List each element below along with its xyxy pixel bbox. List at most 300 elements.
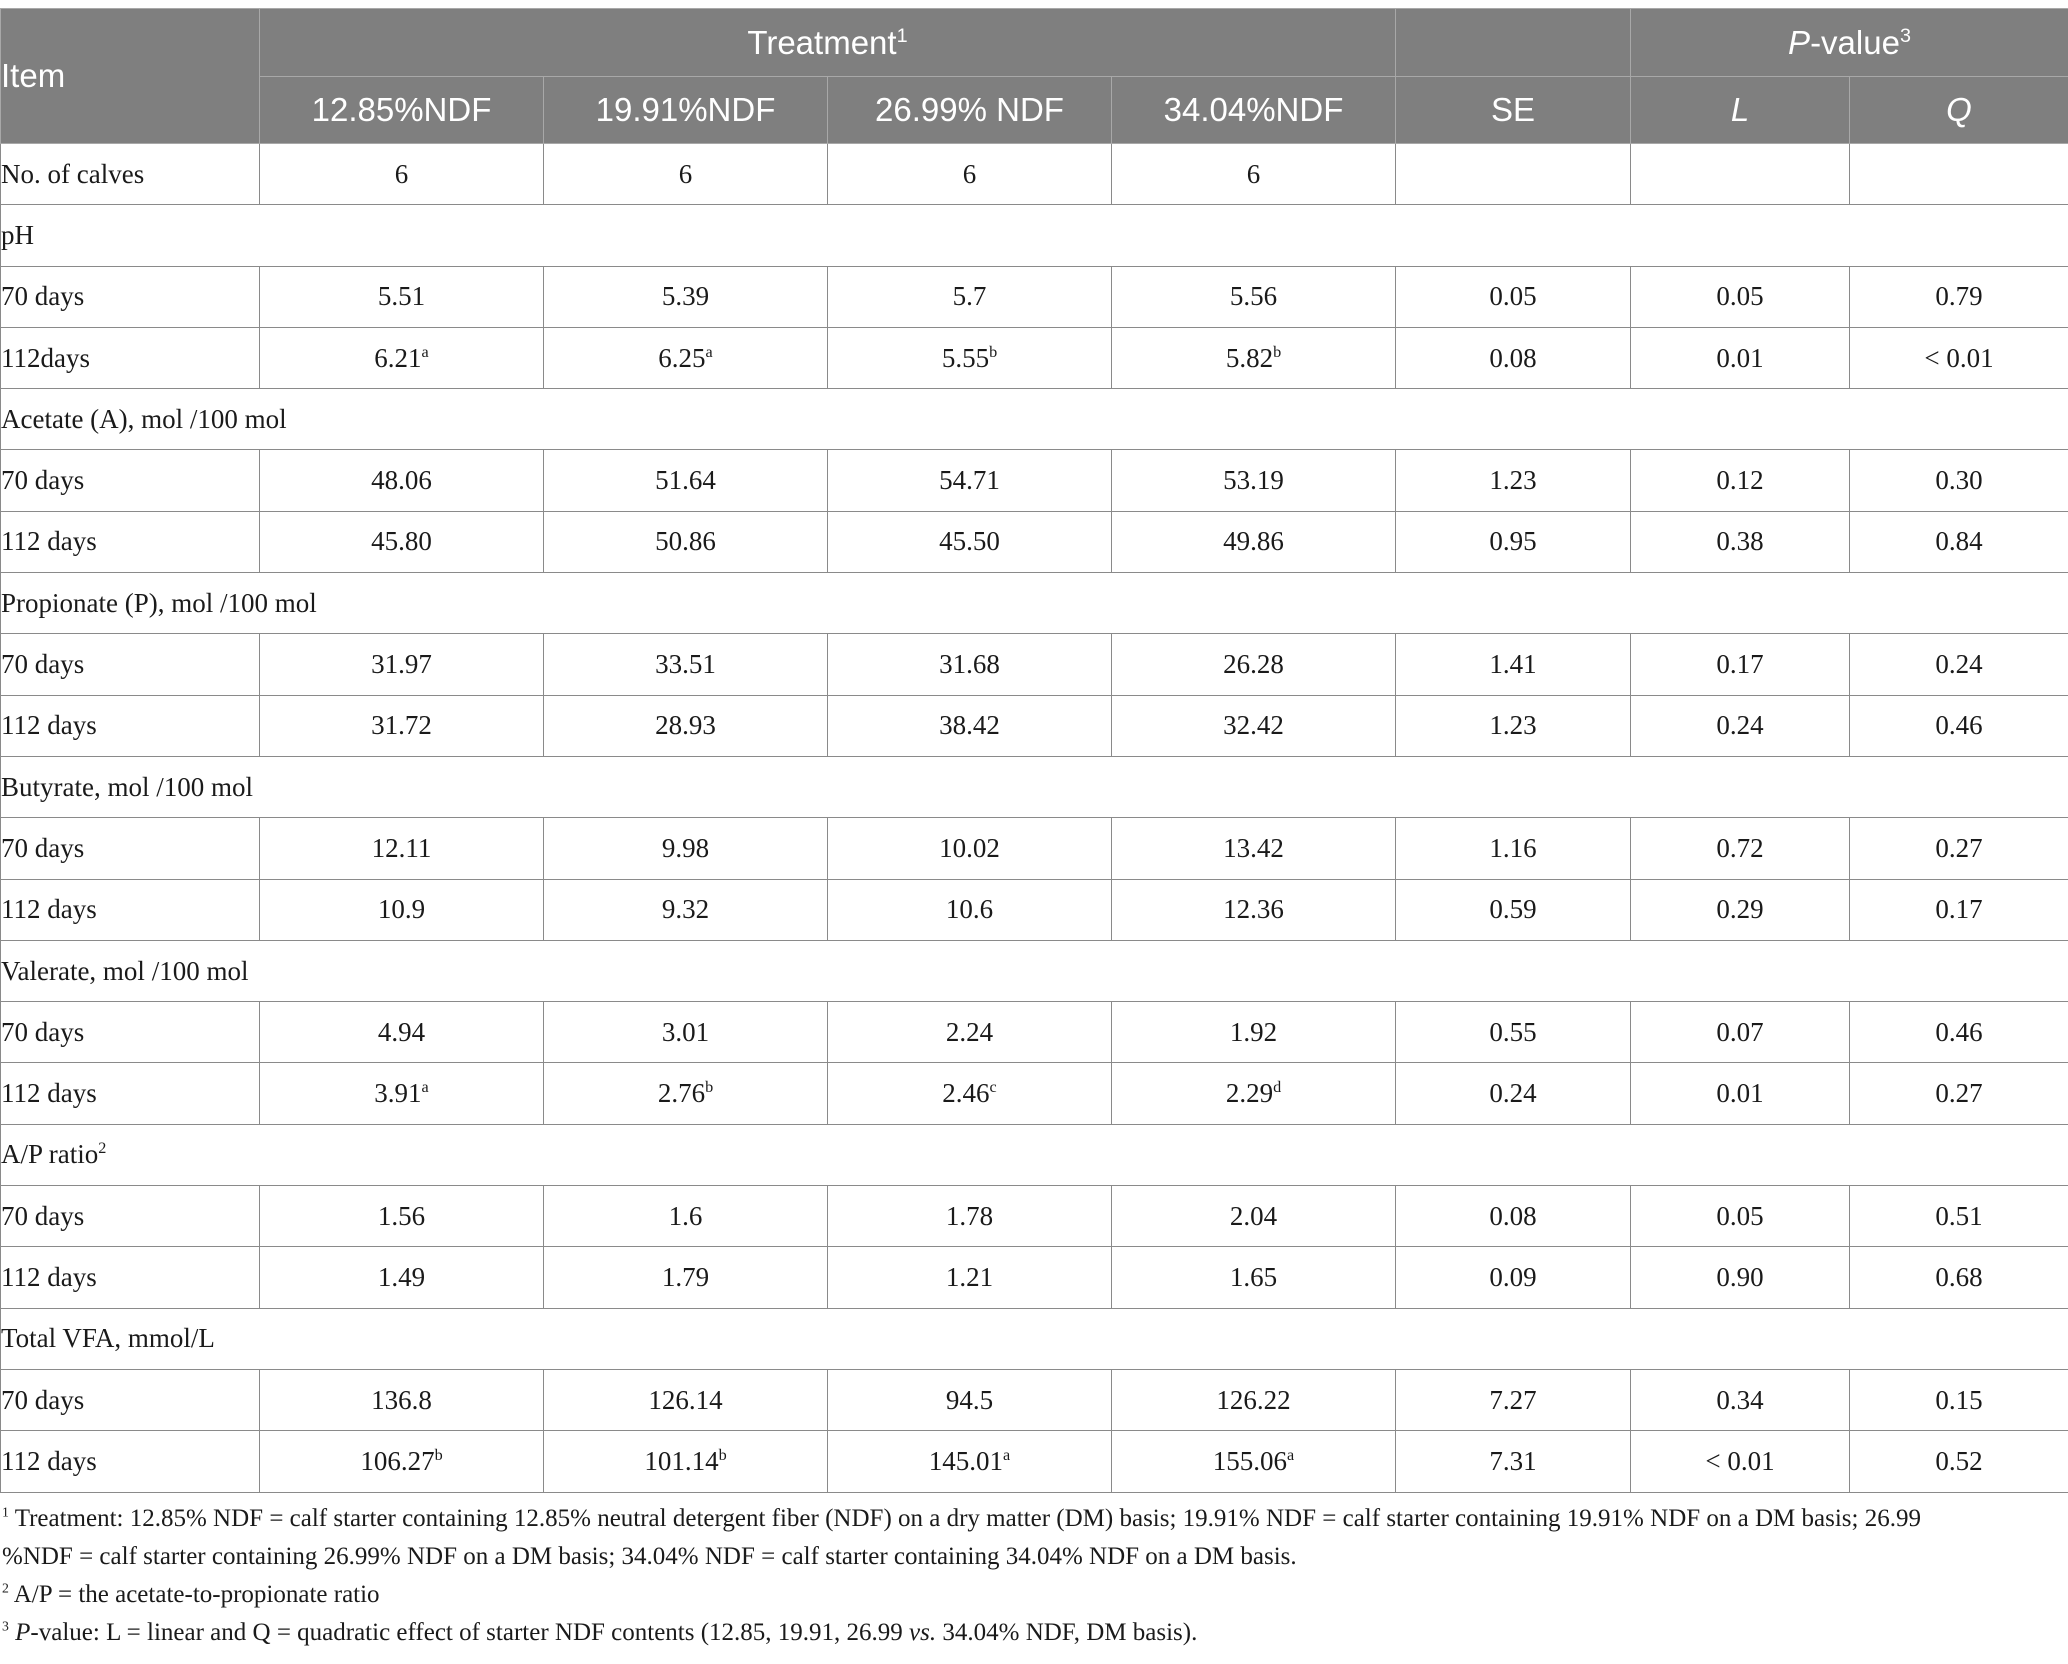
cell-value: 0.29: [1716, 894, 1764, 925]
footnote-1-mark: 1: [2, 1504, 9, 1520]
section-title: [1, 940, 2068, 1001]
cell-value: 1.23: [1489, 465, 1537, 496]
table-row: [1, 450, 2068, 511]
row-label: 112 days: [1, 879, 260, 940]
table-cell: [828, 879, 1112, 940]
table-cell: [1112, 1002, 1396, 1063]
table-cell: [1850, 450, 2068, 511]
cell-value: 0.01: [1716, 1078, 1764, 1109]
table-cell: [1112, 818, 1396, 879]
cell-value: 12.11: [371, 832, 432, 863]
significance-letter: b: [989, 342, 998, 361]
table-cell: [828, 450, 1112, 511]
cell-value: 4.94: [377, 1016, 426, 1047]
table-row: [1, 1369, 2068, 1430]
table-cell: [1396, 1247, 1631, 1308]
item-header: [1, 9, 260, 144]
col-header-l: L: [1631, 77, 1850, 144]
footnote-3-text-a: -value: L = linear and Q = quadratic effect of starter NDF contents (12.85, 19.91, 26.99: [30, 1619, 910, 1646]
table-cell: [1112, 695, 1396, 756]
cell-value: 0.15: [1935, 1384, 1983, 1415]
cell-value: 1.21: [945, 1261, 994, 1292]
cell-value: 0.07: [1716, 1016, 1764, 1047]
cell-value: 5.7: [952, 281, 987, 312]
table-cell: [1850, 1247, 2068, 1308]
row-label: 112 days: [1, 695, 260, 756]
table-row: [1, 511, 2068, 572]
cell-value: 145.01: [928, 1445, 1004, 1476]
cell-value: 5.39: [661, 281, 710, 312]
row-label: 112 days: [1, 511, 260, 572]
significance-letter: a: [705, 342, 713, 361]
pvalue-header: [1631, 9, 2068, 77]
col-header-ndf1991: 19.91%NDF: [544, 77, 828, 144]
table-header: [1, 9, 2068, 144]
cell-value: 0.55: [1489, 1016, 1537, 1047]
table-cell: [260, 511, 544, 572]
table-cell: [544, 1247, 828, 1308]
cell-value: 136.8: [371, 1384, 432, 1415]
table-cell: [828, 1002, 1112, 1063]
table-cell: [544, 1186, 828, 1247]
cell-value: 0.05: [1716, 1200, 1764, 1231]
cell-value: 0.95: [1489, 526, 1537, 557]
cell-value: 7.31: [1489, 1445, 1537, 1476]
cell-value: 10.9: [377, 894, 426, 925]
cell-value: 33.51: [655, 649, 716, 680]
table-cell: [544, 327, 828, 388]
cell-value: 0.52: [1935, 1445, 1983, 1476]
cell-value: 1.92: [1229, 1016, 1278, 1047]
cell-value: 1.16: [1489, 832, 1537, 863]
significance-letter: b: [705, 1078, 714, 1097]
footnote-1: [0, 1500, 2060, 1538]
cell-value: 28.93: [655, 710, 716, 741]
footnote-2: [0, 1576, 2060, 1614]
table-cell: [1112, 1186, 1396, 1247]
cell-value: 9.32: [661, 894, 710, 925]
table-cell: [1396, 144, 1631, 205]
footnote-3-p: P: [15, 1619, 31, 1646]
row-label: 70 days: [1, 1369, 260, 1430]
table-cell: [828, 511, 1112, 572]
cell-value: 32.42: [1223, 710, 1284, 741]
cell-value: 1.79: [661, 1261, 710, 1292]
cell-value: 1.56: [377, 1200, 426, 1231]
table-cell: [260, 695, 544, 756]
col-header-ndf1285: 12.85%NDF: [260, 77, 544, 144]
table-cell: [1631, 1247, 1850, 1308]
table-cell: [1112, 879, 1396, 940]
pvalue-footnote-mark: 3: [1899, 24, 1911, 47]
table-cell: [1631, 1186, 1850, 1247]
significance-letter: a: [421, 1078, 429, 1097]
table-cell: [1631, 450, 1850, 511]
table-cell: [1850, 1431, 2068, 1492]
cell-value: 1.49: [377, 1261, 426, 1292]
cell-value: 3.91: [374, 1078, 422, 1109]
table-cell: [1631, 327, 1850, 388]
table-cell: [260, 818, 544, 879]
footnote-2-text: A/P = the acetate-to-propionate ratio: [13, 1581, 380, 1608]
table-cell: [1850, 327, 2068, 388]
cell-value: 0.01: [1716, 342, 1764, 373]
cell-value: 0.59: [1489, 894, 1537, 925]
table-cell: [1850, 1369, 2068, 1430]
cell-value: 5.51: [377, 281, 426, 312]
table-cell: [544, 818, 828, 879]
section-title: [1, 756, 2068, 817]
table-cell: [1112, 1247, 1396, 1308]
significance-letter: a: [421, 342, 429, 361]
cell-value: 0.09: [1489, 1261, 1537, 1292]
cell-value: 13.42: [1223, 832, 1284, 863]
table-cell: [1850, 818, 2068, 879]
cell-value: 0.90: [1716, 1261, 1764, 1292]
table-cell: [1850, 879, 2068, 940]
cell-value: 53.19: [1223, 465, 1284, 496]
row-label: 112 days: [1, 1431, 260, 1492]
cell-value: 5.56: [1229, 281, 1278, 312]
table-cell: [260, 879, 544, 940]
table-cell: [1631, 695, 1850, 756]
cell-value: 0.05: [1489, 281, 1537, 312]
col-header-ndf3404: 34.04%NDF: [1112, 77, 1396, 144]
section-row: [1, 940, 2068, 1001]
cell-value: 7.27: [1489, 1384, 1537, 1415]
cell-value: < 0.01: [1924, 342, 1994, 373]
cell-value: 9.98: [661, 832, 710, 863]
table-cell: [544, 634, 828, 695]
table-cell: [1850, 634, 2068, 695]
table-cell: [260, 1247, 544, 1308]
treatment-header-label: Treatment: [747, 23, 897, 61]
col-header-se: SE: [1396, 77, 1631, 144]
cell-value: 0.34: [1716, 1384, 1764, 1415]
table-cell: [1850, 1186, 2068, 1247]
table-cell: [544, 450, 828, 511]
row-label: 70 days: [1, 450, 260, 511]
row-label: 70 days: [1, 634, 260, 695]
table-cell: [828, 266, 1112, 327]
table-cell: [260, 1186, 544, 1247]
cell-value: 1.23: [1489, 710, 1537, 741]
cell-value: 48.06: [371, 465, 432, 496]
cell-value: 0.30: [1935, 465, 1983, 496]
cell-value: 2.24: [945, 1016, 994, 1047]
cell-value: 126.14: [648, 1384, 723, 1415]
cell-value: 31.97: [371, 649, 432, 680]
calves-row: [1, 144, 2068, 205]
cell-value: < 0.01: [1705, 1445, 1775, 1476]
cell-value: 126.22: [1216, 1384, 1291, 1415]
section-title-text: pH: [1, 219, 34, 250]
cell-value: 31.68: [939, 649, 1000, 680]
cell-value: 0.27: [1935, 832, 1983, 863]
cell-value: 26.28: [1223, 649, 1284, 680]
footnote-1-line1: Treatment: 12.85% NDF = calf starter containing 12.85% neutral detergent fiber (NDF) on a dry matter (DM) basis; 19.91% NDF = calf starter containing 19.91% NDF on a DM basis; 26.99: [14, 1505, 1921, 1532]
section-title: [1, 205, 2068, 266]
table-cell: [1112, 1369, 1396, 1430]
cell-value: 45.80: [371, 526, 432, 557]
table-cell: [544, 1002, 828, 1063]
table-cell: [1396, 1431, 1631, 1492]
table-cell: [260, 1063, 544, 1124]
cell-value: 5.55: [941, 342, 990, 373]
table-cell: [828, 327, 1112, 388]
table-cell: [828, 818, 1112, 879]
table-cell: [544, 695, 828, 756]
table-cell: [1850, 266, 2068, 327]
section-row: [1, 389, 2068, 450]
table-cell: [1396, 511, 1631, 572]
table-row: [1, 1063, 2068, 1124]
table-cell: [1631, 634, 1850, 695]
significance-letter: b: [1273, 342, 1282, 361]
footnote-3: [0, 1614, 2060, 1652]
cell-value: 155.06: [1212, 1445, 1288, 1476]
treatment-header: [260, 9, 1396, 77]
table-cell: [828, 634, 1112, 695]
cell-value: 0.24: [1935, 649, 1983, 680]
footnotes: [0, 1500, 2060, 1652]
section-title-text: Total VFA, mmol/L: [1, 1323, 215, 1354]
section-title: [1, 389, 2068, 450]
table-cell: [1631, 1063, 1850, 1124]
table-cell: [544, 1369, 828, 1430]
table-row: [1, 1002, 2068, 1063]
cell-value: 1.78: [945, 1200, 994, 1231]
cell-value: 1.41: [1489, 649, 1537, 680]
footnote-3-vs: vs.: [909, 1619, 937, 1646]
table-cell: [1850, 1002, 2068, 1063]
row-label: No. of calves: [1, 144, 260, 205]
cell-value: 0.08: [1489, 342, 1537, 373]
table-cell: [260, 327, 544, 388]
section-row: [1, 573, 2068, 634]
section-title: [1, 573, 2068, 634]
significance-letter: a: [1003, 1445, 1011, 1464]
section-row: [1, 1308, 2068, 1369]
cell-value: 2.04: [1229, 1200, 1278, 1231]
table-cell: [1112, 327, 1396, 388]
table-cell: [260, 450, 544, 511]
significance-letter: b: [718, 1445, 727, 1464]
section-title: [1, 1308, 2068, 1369]
table-cell: [1396, 1186, 1631, 1247]
table-cell: [1112, 450, 1396, 511]
footnote-1-cont: [0, 1538, 2060, 1576]
table-cell: [544, 266, 828, 327]
table-row: [1, 327, 2068, 388]
table-cell: [1850, 695, 2068, 756]
cell-value: 0.05: [1716, 281, 1764, 312]
table-cell: [260, 266, 544, 327]
significance-letter: d: [1273, 1078, 1282, 1097]
cell-value: 6.25: [658, 342, 706, 373]
table-cell: [1396, 266, 1631, 327]
table-row: [1, 1431, 2068, 1492]
table-cell: 6: [260, 144, 544, 205]
section-row: [1, 1124, 2068, 1185]
cell-value: 0.27: [1935, 1078, 1983, 1109]
table-cell: [1850, 1063, 2068, 1124]
footnote-3-mark: 3: [2, 1618, 9, 1634]
footnote-2-mark: 2: [2, 1580, 9, 1596]
table-cell: [1396, 879, 1631, 940]
table-cell: [1396, 1063, 1631, 1124]
table-body: [1, 144, 2068, 1493]
cell-value: 0.72: [1716, 832, 1764, 863]
cell-value: 0.79: [1935, 281, 1983, 312]
section-title-text: Valerate, mol /100 mol: [1, 955, 249, 986]
cell-value: 2.46: [942, 1078, 990, 1109]
cell-value: 101.14: [644, 1445, 719, 1476]
table-cell: [260, 1431, 544, 1492]
row-label: 112 days: [1, 1247, 260, 1308]
results-table: [0, 8, 2068, 1493]
row-label: 70 days: [1, 1186, 260, 1247]
pvalue-header-label: -value: [1810, 23, 1900, 61]
table-cell: [1112, 1063, 1396, 1124]
table-cell: [544, 1063, 828, 1124]
table-cell: [828, 1063, 1112, 1124]
significance-letter: c: [989, 1078, 997, 1097]
cell-value: 45.50: [939, 526, 1000, 557]
table-cell: [1631, 818, 1850, 879]
cell-value: 49.86: [1223, 526, 1284, 557]
table-cell: [1112, 1431, 1396, 1492]
cell-value: 0.08: [1489, 1200, 1537, 1231]
section-title-text: Acetate (A), mol /100 mol: [1, 403, 287, 434]
cell-value: 3.01: [661, 1016, 710, 1047]
table-cell: [1112, 266, 1396, 327]
table-cell: [1396, 818, 1631, 879]
table-row: [1, 695, 2068, 756]
col-header-ndf2699: 26.99% NDF: [828, 77, 1112, 144]
table-cell: [544, 511, 828, 572]
section-row: [1, 205, 2068, 266]
section-title-text: Propionate (P), mol /100 mol: [1, 587, 317, 618]
section-title-text: A/P ratio: [1, 1139, 99, 1170]
table-cell: [1850, 144, 2068, 205]
cell-value: 0.84: [1935, 526, 1983, 557]
cell-value: 51.64: [655, 465, 716, 496]
treatment-footnote-mark: 1: [896, 24, 908, 47]
section-title-text: Butyrate, mol /100 mol: [1, 771, 253, 802]
section-title: [1, 1124, 2068, 1185]
table-row: [1, 879, 2068, 940]
cell-value: 1.6: [668, 1200, 703, 1231]
table-cell: [1396, 1002, 1631, 1063]
cell-value: 0.68: [1935, 1261, 1983, 1292]
row-label: 70 days: [1, 818, 260, 879]
table-cell: [1112, 511, 1396, 572]
col-header-q: Q: [1850, 77, 2068, 144]
cell-value: 5.82: [1225, 342, 1274, 373]
significance-letter: b: [434, 1445, 443, 1464]
table-cell: [1631, 879, 1850, 940]
table-cell: 6: [1112, 144, 1396, 205]
table-cell: [828, 1186, 1112, 1247]
table-cell: [260, 634, 544, 695]
cell-value: 0.24: [1489, 1078, 1537, 1109]
cell-value: 50.86: [655, 526, 716, 557]
table-cell: 6: [544, 144, 828, 205]
cell-value: 94.5: [945, 1384, 994, 1415]
section-row: [1, 756, 2068, 817]
cell-value: 54.71: [939, 465, 1000, 496]
table-cell: [1631, 511, 1850, 572]
row-label: 112days: [1, 327, 260, 388]
table-cell: [1396, 634, 1631, 695]
significance-letter: a: [1287, 1445, 1295, 1464]
table-cell: [260, 1369, 544, 1430]
cell-value: 2.76: [657, 1078, 706, 1109]
table-cell: [544, 879, 828, 940]
table-cell: [1396, 450, 1631, 511]
table-cell: [828, 1431, 1112, 1492]
section-footnote-mark: 2: [98, 1139, 107, 1158]
row-label: 70 days: [1, 266, 260, 327]
table-cell: [828, 695, 1112, 756]
cell-value: 31.72: [371, 710, 432, 741]
pvalue-header-p: P: [1788, 23, 1811, 61]
cell-value: 0.46: [1935, 1016, 1983, 1047]
table-row: [1, 1186, 2068, 1247]
table-cell: 6: [828, 144, 1112, 205]
cell-value: 10.02: [939, 832, 1000, 863]
footnote-3-text-b: 34.04% NDF, DM basis).: [936, 1619, 1198, 1646]
cell-value: 0.17: [1935, 894, 1983, 925]
row-label: 70 days: [1, 1002, 260, 1063]
cell-value: 106.27: [360, 1445, 435, 1476]
cell-value: 6.21: [374, 342, 422, 373]
cell-value: 10.6: [945, 894, 994, 925]
table-row: [1, 1247, 2068, 1308]
table-cell: [1631, 1002, 1850, 1063]
item-header-label: Item: [1, 57, 66, 94]
table-cell: [260, 1002, 544, 1063]
table-row: [1, 818, 2068, 879]
table-cell: [1396, 327, 1631, 388]
table-cell: [1112, 634, 1396, 695]
table-cell: [1631, 1369, 1850, 1430]
table-row: [1, 634, 2068, 695]
cell-value: 0.51: [1935, 1200, 1983, 1231]
cell-value: 2.29: [1225, 1078, 1274, 1109]
cell-value: 38.42: [939, 710, 1000, 741]
table-cell: [1396, 695, 1631, 756]
table-cell: [828, 1247, 1112, 1308]
table-cell: [1631, 1431, 1850, 1492]
footnote-1-line2: %NDF = calf starter containing 26.99% NDF on a DM basis; 34.04% NDF = calf starter containing 34.04% NDF on a DM basis.: [2, 1543, 1297, 1570]
table-cell: [1850, 511, 2068, 572]
table-row: [1, 266, 2068, 327]
table-cell: [828, 1369, 1112, 1430]
cell-value: 1.65: [1229, 1261, 1278, 1292]
se-header-spacer: [1396, 9, 1631, 77]
cell-value: 0.46: [1935, 710, 1983, 741]
table-cell: [1631, 266, 1850, 327]
cell-value: 0.38: [1716, 526, 1764, 557]
cell-value: 0.17: [1716, 649, 1764, 680]
table-cell: [1396, 1369, 1631, 1430]
table-cell: [1631, 144, 1850, 205]
row-label: 112 days: [1, 1063, 260, 1124]
cell-value: 0.24: [1716, 710, 1764, 741]
cell-value: 0.12: [1716, 465, 1764, 496]
